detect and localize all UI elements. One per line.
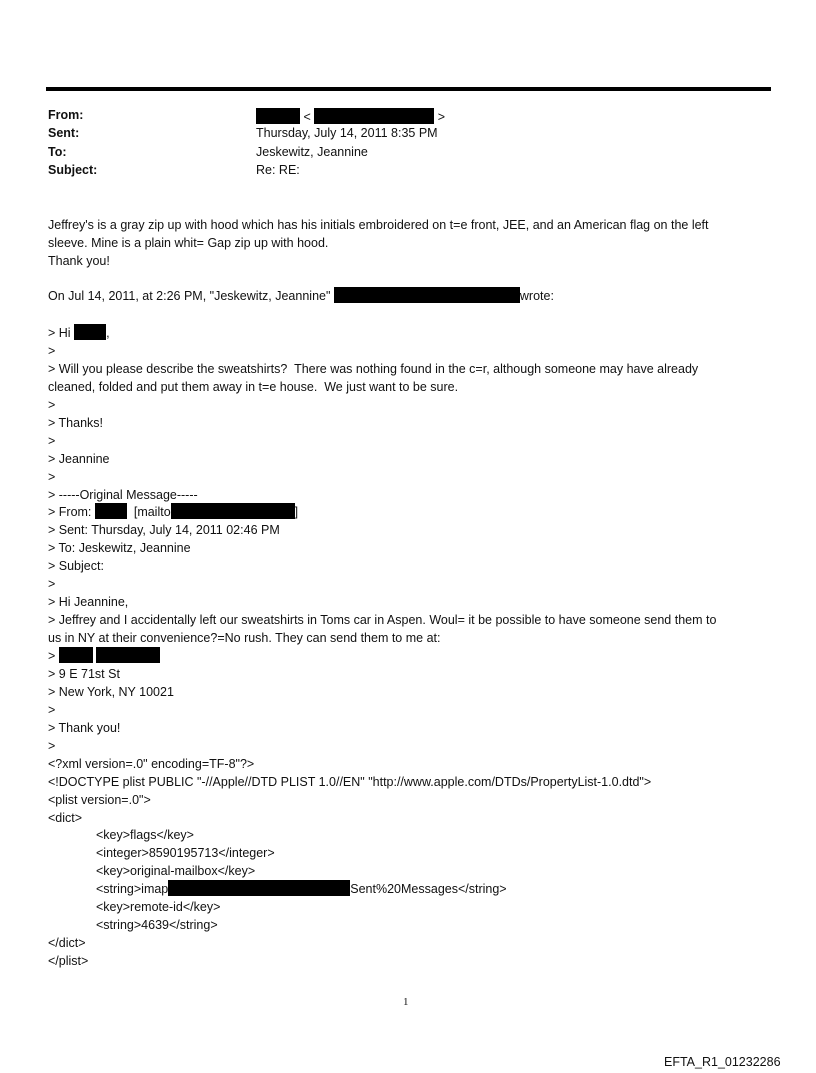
plist-imap-prefix: <string>imap	[96, 882, 169, 896]
redaction-block	[256, 108, 300, 124]
header-rule	[46, 87, 771, 91]
quote-line: >	[48, 398, 56, 412]
plist-imap-suffix: Sent%20Messages</string>	[350, 882, 507, 896]
redaction-block	[314, 108, 434, 124]
sent-label: Sent:	[48, 126, 80, 140]
redaction-block	[95, 503, 127, 519]
quote-line	[48, 503, 298, 521]
plist-line	[96, 880, 507, 898]
redaction-block	[59, 647, 93, 663]
from-gt: >	[437, 110, 446, 124]
quote-line: >	[48, 703, 56, 717]
quote-from-mailto: [mailto	[133, 505, 171, 519]
body-line: sleeve. Mine is a plain whit= Gap zip up with hood.	[48, 236, 329, 250]
quote-hi-prefix: > Hi	[48, 326, 75, 340]
quote-line: > 9 E 71st St	[48, 667, 120, 681]
plist-line: <string>4639</string>	[96, 918, 218, 932]
quote-line: > Will you please describe the sweatshirts? There was nothing found in the c=r, although someone may have already	[48, 362, 699, 376]
to-label: To:	[48, 145, 67, 159]
document-id: EFTA_R1_01232286	[664, 1055, 781, 1069]
quote-line: > Jeannine	[48, 452, 110, 466]
plist-line: </plist>	[48, 954, 89, 968]
quote-from-close: ]	[294, 505, 299, 519]
wrote-line	[48, 287, 554, 305]
subject-value: Re: RE:	[256, 163, 300, 177]
redaction-block	[96, 647, 160, 663]
quote-line: > Hi Jeannine,	[48, 595, 129, 609]
redaction-block	[334, 287, 520, 303]
quote-line: > New York, NY 10021	[48, 685, 174, 699]
plist-line: <key>remote-id</key>	[96, 900, 221, 914]
plist-line: <key>original-mailbox</key>	[96, 864, 256, 878]
quote-line	[48, 324, 110, 342]
plist-line: <plist version=.0">	[48, 793, 151, 807]
wrote-suffix: wrote:	[519, 289, 554, 303]
from-lt: <	[303, 110, 311, 124]
wrote-prefix: On Jul 14, 2011, at 2:26 PM, "Jeskewitz, Jeannine"	[48, 289, 334, 303]
quote-gt: >	[48, 649, 56, 663]
subject-label: Subject:	[48, 163, 98, 177]
quote-line: > Thanks!	[48, 416, 104, 430]
redaction-block	[74, 324, 106, 340]
body-line: Jeffrey's is a gray zip up with hood which has his initials embroidered on t=e front, JEE, and an American flag on the left	[48, 218, 709, 232]
plist-line: <dict>	[48, 811, 83, 825]
page-number: 1	[403, 996, 409, 1008]
quote-line: > Sent: Thursday, July 14, 2011 02:46 PM	[48, 523, 280, 537]
plist-line: <?xml version=.0" encoding=TF-8"?>	[48, 757, 255, 771]
plist-line: <integer>8590195713</integer>	[96, 846, 275, 860]
quote-line: > -----Original Message-----	[48, 488, 198, 502]
body-line: Thank you!	[48, 254, 110, 268]
quote-hi-suffix: ,	[106, 326, 110, 340]
quote-line: us in NY at their convenience?=No rush. They can send them to me at:	[48, 631, 441, 645]
quote-line: > To: Jeskewitz, Jeannine	[48, 541, 191, 555]
plist-line: <key>flags</key>	[96, 828, 194, 842]
quote-line: > Jeffrey and I accidentally left our sweatshirts in Toms car in Aspen. Woul= it be possible to have someone send them to	[48, 613, 717, 627]
plist-line: </dict>	[48, 936, 86, 950]
quote-line: >	[48, 344, 56, 358]
plist-line: <!DOCTYPE plist PUBLIC "-//Apple//DTD PLIST 1.0//EN" "http://www.apple.com/DTDs/PropertyList-1.0.dtd">	[48, 775, 652, 789]
quote-line: > Thank you!	[48, 721, 121, 735]
redaction-block	[171, 503, 295, 519]
from-label: From:	[48, 108, 84, 122]
quote-from-prefix: > From:	[48, 505, 95, 519]
sent-value: Thursday, July 14, 2011 8:35 PM	[256, 126, 438, 140]
quote-line: >	[48, 739, 56, 753]
from-value	[256, 108, 445, 124]
quote-line: >	[48, 470, 56, 484]
quote-line: >	[48, 577, 56, 591]
quote-line: > Subject:	[48, 559, 104, 573]
redaction-block	[168, 880, 350, 896]
quote-line: cleaned, folded and put them away in t=e house. We just want to be sure.	[48, 380, 459, 394]
quote-line	[48, 647, 160, 665]
quote-line: >	[48, 434, 56, 448]
to-value: Jeskewitz, Jeannine	[256, 145, 368, 159]
